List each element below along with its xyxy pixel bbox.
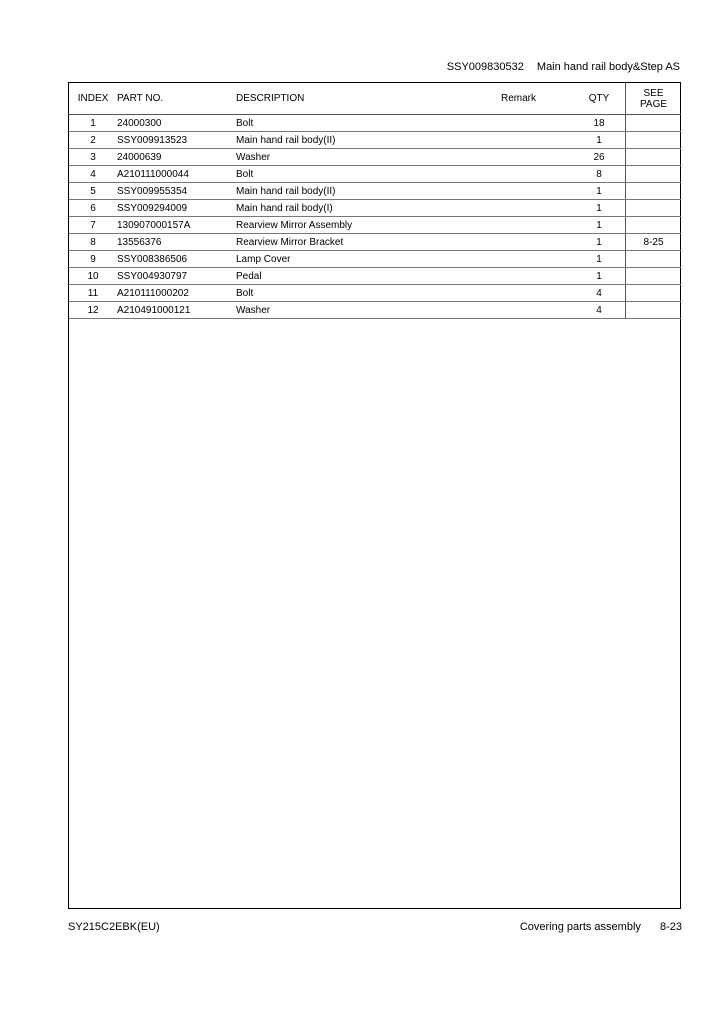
cell-index: 11 xyxy=(69,285,117,302)
model-name: SY215C2EBK(EU) xyxy=(68,921,160,933)
cell-description: Bolt xyxy=(236,285,501,302)
cell-remark xyxy=(501,302,573,319)
table-row xyxy=(69,166,681,183)
cell-description: Main hand rail body(II) xyxy=(236,183,501,200)
cell-index: 10 xyxy=(69,268,117,285)
cell-description: Rearview Mirror Bracket xyxy=(236,234,501,251)
cell-part-no: SSY009955354 xyxy=(117,183,236,200)
column-header-remark: Remark xyxy=(501,83,573,115)
cell-part-no: 24000639 xyxy=(117,149,236,166)
parts-table-body xyxy=(69,115,681,319)
cell-remark xyxy=(501,251,573,268)
cell-qty: 1 xyxy=(573,268,626,285)
cell-qty: 1 xyxy=(573,183,626,200)
column-header-index: INDEX xyxy=(69,83,117,115)
cell-qty: 1 xyxy=(573,251,626,268)
cell-remark xyxy=(501,149,573,166)
cell-remark xyxy=(501,268,573,285)
see-page-line-2: PAGE xyxy=(639,98,668,110)
cell-part-no: A210491000121 xyxy=(117,302,236,319)
parts-list-frame xyxy=(68,82,681,909)
cell-remark xyxy=(501,217,573,234)
cell-see-page xyxy=(626,115,682,132)
cell-remark xyxy=(501,183,573,200)
table-row xyxy=(69,268,681,285)
assembly-title: Main hand rail body&Step AS xyxy=(536,61,680,73)
cell-part-no: SSY009913523 xyxy=(117,132,236,149)
cell-description: Pedal xyxy=(236,268,501,285)
cell-description: Rearview Mirror Assembly xyxy=(236,217,501,234)
cell-index: 6 xyxy=(69,200,117,217)
cell-qty: 1 xyxy=(573,234,626,251)
cell-description: Lamp Cover xyxy=(236,251,501,268)
cell-part-no: A210111000202 xyxy=(117,285,236,302)
cell-index: 5 xyxy=(69,183,117,200)
column-header-description: DESCRIPTION xyxy=(236,83,501,115)
cell-qty: 1 xyxy=(573,200,626,217)
cell-index: 4 xyxy=(69,166,117,183)
assembly-code: SSY009830532 xyxy=(446,61,524,73)
cell-part-no: SSY004930797 xyxy=(117,268,236,285)
cell-see-page xyxy=(626,166,682,183)
cell-see-page xyxy=(626,217,682,234)
column-header-see-page xyxy=(626,83,682,115)
parts-table xyxy=(69,83,681,319)
section-name: Covering parts assembly xyxy=(519,921,641,933)
table-row xyxy=(69,183,681,200)
table-row xyxy=(69,115,681,132)
cell-index: 8 xyxy=(69,234,117,251)
cell-index: 12 xyxy=(69,302,117,319)
page-header xyxy=(447,61,680,73)
column-header-part-no: PART NO. xyxy=(117,83,236,115)
cell-see-page xyxy=(626,149,682,166)
cell-remark xyxy=(501,285,573,302)
cell-part-no: SSY009294009 xyxy=(117,200,236,217)
table-row xyxy=(69,251,681,268)
cell-see-page xyxy=(626,183,682,200)
cell-remark xyxy=(501,234,573,251)
see-page-line-1: SEE xyxy=(643,87,664,99)
cell-part-no: SSY008386506 xyxy=(117,251,236,268)
cell-description: Washer xyxy=(236,149,501,166)
table-row xyxy=(69,285,681,302)
cell-see-page xyxy=(626,285,682,302)
cell-qty: 1 xyxy=(573,217,626,234)
cell-remark xyxy=(501,132,573,149)
cell-remark xyxy=(501,166,573,183)
cell-see-page xyxy=(626,200,682,217)
cell-qty: 18 xyxy=(573,115,626,132)
cell-index: 3 xyxy=(69,149,117,166)
cell-description: Main hand rail body(II) xyxy=(236,132,501,149)
cell-part-no: 24000300 xyxy=(117,115,236,132)
cell-part-no: 13556376 xyxy=(117,234,236,251)
cell-description: Washer xyxy=(236,302,501,319)
table-row xyxy=(69,234,681,251)
cell-remark xyxy=(501,200,573,217)
column-header-qty: QTY xyxy=(573,83,626,115)
cell-see-page xyxy=(626,251,682,268)
cell-qty: 1 xyxy=(573,132,626,149)
table-header-row xyxy=(69,83,681,115)
page-footer xyxy=(520,921,682,933)
cell-qty: 26 xyxy=(573,149,626,166)
table-row xyxy=(69,200,681,217)
cell-qty: 4 xyxy=(573,302,626,319)
cell-see-page xyxy=(626,268,682,285)
table-row xyxy=(69,217,681,234)
table-row xyxy=(69,149,681,166)
cell-remark xyxy=(501,115,573,132)
cell-index: 1 xyxy=(69,115,117,132)
cell-description: Bolt xyxy=(236,166,501,183)
cell-description: Main hand rail body(I) xyxy=(236,200,501,217)
cell-part-no: 130907000157A xyxy=(117,217,236,234)
cell-index: 7 xyxy=(69,217,117,234)
cell-index: 2 xyxy=(69,132,117,149)
cell-index: 9 xyxy=(69,251,117,268)
page-number: 8-23 xyxy=(659,921,682,933)
table-row xyxy=(69,302,681,319)
cell-see-page xyxy=(626,132,682,149)
cell-qty: 4 xyxy=(573,285,626,302)
cell-see-page: 8-25 xyxy=(626,234,682,251)
table-row xyxy=(69,132,681,149)
cell-description: Bolt xyxy=(236,115,501,132)
cell-part-no: A210111000044 xyxy=(117,166,236,183)
cell-see-page xyxy=(626,302,682,319)
cell-qty: 8 xyxy=(573,166,626,183)
